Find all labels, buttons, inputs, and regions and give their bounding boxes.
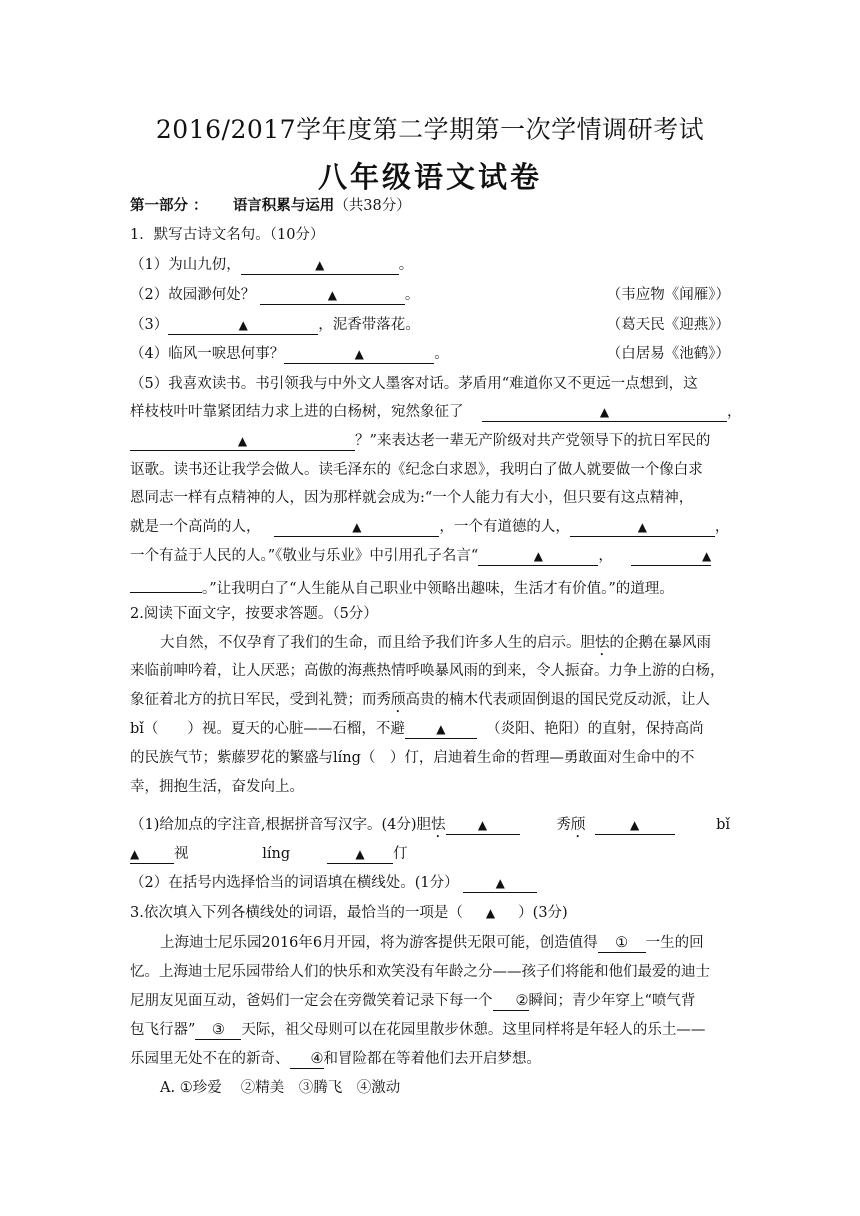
q2-text: 大自然，不仅孕育了我们的生命，而且给予我们许多人生的启示。胆 [160, 635, 595, 651]
marker-triangle: ▲ [354, 347, 364, 361]
answer-blank[interactable] [482, 403, 727, 422]
q2-sub2-text: （2）在括号内选择恰当的词语填在横线处。(1分） [130, 875, 459, 891]
dotted-char: 怯 [431, 817, 446, 833]
q2-sub1 [130, 814, 730, 841]
q3-text: 包飞行器” [130, 1022, 196, 1038]
q3-text: 和冒险都在等着他们去开启梦想。 [323, 1051, 541, 1067]
q3-stem [130, 902, 730, 924]
q1-p5-comma: ， [714, 519, 730, 535]
answer-blank[interactable] [290, 1050, 324, 1069]
q1-p5-line2 [130, 401, 742, 423]
q1-l3-text: （3） [130, 317, 169, 333]
part1-name: 语言积累与运用 [232, 197, 335, 214]
q1-p5-line3 [130, 430, 730, 452]
q2-sub1-text: 秀 [556, 817, 571, 833]
q3-text: 乐园里无处不在的新奇、 [130, 1051, 290, 1067]
answer-blank[interactable] [446, 816, 520, 835]
answer-blank[interactable] [168, 316, 318, 335]
marker-triangle: ▲ [630, 818, 640, 832]
q1-p5-text: 一个有益于人民的人。”《敬业与乐业》中引用孔子名言“ [130, 548, 479, 564]
answer-blank[interactable] [478, 547, 598, 566]
q3-option-a[interactable]: A. ①珍爱 ②精美 ③腾飞 ④激动 [160, 1080, 401, 1096]
marker-triangle: ▲ [477, 818, 488, 832]
q1-l2-text: （2）故园渺何处？ [130, 287, 256, 303]
q2-text: 的企鹅在暴风雨 [609, 635, 711, 651]
q1-l3-source: （葛天民《迎燕》） [606, 317, 730, 333]
q1-l4-text: （4）临风一唳思何事？ [130, 346, 285, 362]
marker-triangle: ▲ [702, 549, 712, 563]
dotted-char: 颀 [391, 692, 406, 708]
answer-blank[interactable] [463, 874, 537, 893]
q1-p5-text: 样枝枝叶叶靠紧团结力求上进的白杨树，宛然象征了 [130, 404, 464, 420]
q2-sub1-text: （1)给加点的字注音,根据拼音写汉字。(4分)胆 [130, 817, 432, 833]
exam-title: 2016/2017学年度第二学期第一次学情调研考试 [155, 115, 705, 144]
answer-blank[interactable] [405, 720, 477, 739]
q1-l3-end: ，泥香带落花。 [318, 317, 420, 333]
q2-passage-line2: 来临前呻吟着，让人厌恶；高傲的海燕热情呼唤暴风雨的到来，令人振奋。力争上游的白杨， [130, 663, 725, 679]
marker-triangle: ▲ [237, 434, 248, 448]
q3-passage-line5 [130, 1048, 730, 1070]
q1-p5-text: 就是一个高尚的人， [130, 519, 261, 535]
circled-number: ④ [310, 1051, 324, 1067]
q2-text: （炎阳、艳阳）的直射，保持高尚 [486, 721, 704, 737]
q3-text: 天际，祖父母则可以在花园里散步休憩。这里同样将是年轻人的乐土—— [241, 1022, 706, 1038]
circled-number: ① [615, 935, 629, 951]
q1-p5-line7 [130, 545, 730, 567]
q2-passage-line6: 幸，拥抱生活，奋发向上。 [130, 779, 304, 795]
q1-l2-source: （韦应物《闻雁》） [606, 287, 730, 303]
q3-text: 一生的回 [645, 935, 704, 951]
q2-text: 象征着北方的抗日军民，受到礼赞；而秀 [130, 692, 391, 708]
pinyin-bi: bǐ [716, 817, 730, 833]
marker-triangle: ▲ [485, 906, 496, 920]
marker-triangle: ▲ [599, 405, 610, 419]
marker-triangle: ▲ [327, 288, 337, 302]
q1-line2 [130, 284, 730, 306]
pinyin-ling: líng [262, 846, 291, 862]
answer-blank[interactable] [595, 816, 675, 835]
q3-stem-text: ）(3分) [518, 905, 568, 921]
q1-l2-end: 。 [404, 287, 420, 303]
marker-triangle: ▲ [352, 520, 362, 534]
part1-header [130, 195, 730, 217]
marker-triangle: ▲ [436, 722, 446, 736]
q1-p5-text: ，一个有道德的人， [439, 519, 570, 535]
q3-stem-text: 3.依次填入下列各横线处的词语，最恰当的一项是（ [130, 905, 463, 921]
answer-blank[interactable] [274, 518, 439, 537]
dotted-char: 怯 [595, 635, 610, 651]
q3-passage-line2: 忆。上海迪士尼乐园带给人们的快乐和欢笑没有年龄之分——孩子们将能和他们最爱的迪士 [130, 964, 710, 980]
part1-score: （共38分） [334, 198, 411, 214]
dotted-char: 颀 [570, 817, 586, 833]
q2-stem: 2.阅读下面文字，按要求答题。（5分） [130, 606, 378, 622]
q1-l1-end: 。 [398, 257, 414, 273]
answer-blank[interactable] [493, 992, 529, 1011]
q1-stem: 1．默写古诗文名句。（10分） [130, 227, 325, 243]
q1-p5-line1: （5）我喜欢读书。书引领我与中外文人墨客对话。茅盾用“难道你又不更远一点想到，这 [130, 376, 698, 392]
char-ding: 仃 [393, 846, 408, 862]
q1-line4 [130, 343, 730, 365]
marker-triangle: ▲ [533, 549, 543, 563]
q1-p5-comma: ， [726, 404, 742, 420]
answer-blank[interactable] [130, 845, 174, 864]
q1-p5-line4: 讴歌。读书还让我学会做人。读毛泽东的《纪念白求恩》，我明白了做人就要做一个像白求 [130, 462, 703, 478]
answer-blank[interactable] [570, 518, 715, 537]
q1-line1 [130, 254, 730, 276]
marker-triangle: ▲ [130, 847, 140, 861]
answer-blank[interactable] [284, 345, 434, 364]
answer-blank[interactable] [327, 845, 393, 864]
q1-l1-text: （1）为山九仞， [130, 257, 241, 273]
circled-number: ② [515, 993, 529, 1009]
q1-p5-text: 。”让我明白了“人生能从自己职业中领略出趣味，生活才有价值。”的道理。 [202, 581, 674, 597]
q3-passage-line4 [130, 1019, 730, 1041]
q3-text: 瞬间；青少年穿上“喷气背 [528, 993, 696, 1009]
q2-passage-line3 [130, 689, 730, 716]
q3-passage-line3 [130, 990, 730, 1012]
marker-triangle: ▲ [637, 520, 647, 534]
q1-p5-line6 [130, 516, 730, 538]
q2-sub1-line2 [130, 843, 730, 865]
q1-l4-source: （白居易《池鹤》） [606, 346, 730, 362]
answer-blank[interactable] [241, 256, 399, 275]
marker-triangle: ▲ [495, 876, 505, 890]
marker-triangle: ▲ [238, 318, 248, 332]
q3-text: 上海迪士尼乐园2016年6月开园，将为游客提供无限可能，创造值得 [160, 935, 598, 951]
q3-passage-line1 [160, 932, 730, 954]
q1-l4-end: 。 [434, 346, 449, 362]
q2-text: bǐ（ ）视。夏天的心脏——石榴，不避 [130, 721, 405, 737]
answer-blank-continued[interactable] [130, 574, 202, 593]
exam-subtitle: 八年级语文试卷 [317, 160, 542, 194]
q1-p5-line5: 恩同志一样有点精神的人，因为那样就会成为:“一个人能力有大小，但只要有这点精神， [130, 490, 694, 506]
answer-blank[interactable] [195, 1021, 241, 1040]
answer-blank[interactable] [130, 432, 355, 451]
q2-sub2 [130, 872, 730, 894]
q1-line3 [130, 314, 730, 336]
marker-triangle: ▲ [315, 258, 325, 272]
char-shi: 视 [174, 846, 189, 862]
q1-p5-line8 [130, 574, 730, 600]
q1-p5-comma: ， [598, 548, 613, 564]
q3-text: 尼朋友见面互动，爸妈们一定会在旁微笑着记录下每一个 [130, 993, 493, 1009]
answer-blank[interactable] [631, 547, 711, 566]
q1-p5-text: ？”来表达老一辈无产阶级对共产党领导下的抗日军民的 [355, 433, 711, 449]
marker-triangle: ▲ [355, 847, 365, 861]
answer-blank[interactable] [598, 934, 646, 953]
q2-passage-line1 [160, 632, 730, 659]
q2-passage-line5: 的民族气节；紫藤罗花的繁盛与líng（ ）仃，启迪着生命的哲理—勇敢面对生命中的不 [130, 750, 695, 766]
part1-label: 第一部分 ： [130, 197, 208, 214]
q2-text: 高贵的楠木代表顽固倒退的国民党反动派，让人 [405, 692, 710, 708]
q2-passage-line4 [130, 718, 730, 740]
answer-blank[interactable] [260, 286, 405, 305]
circled-number: ③ [211, 1022, 225, 1038]
